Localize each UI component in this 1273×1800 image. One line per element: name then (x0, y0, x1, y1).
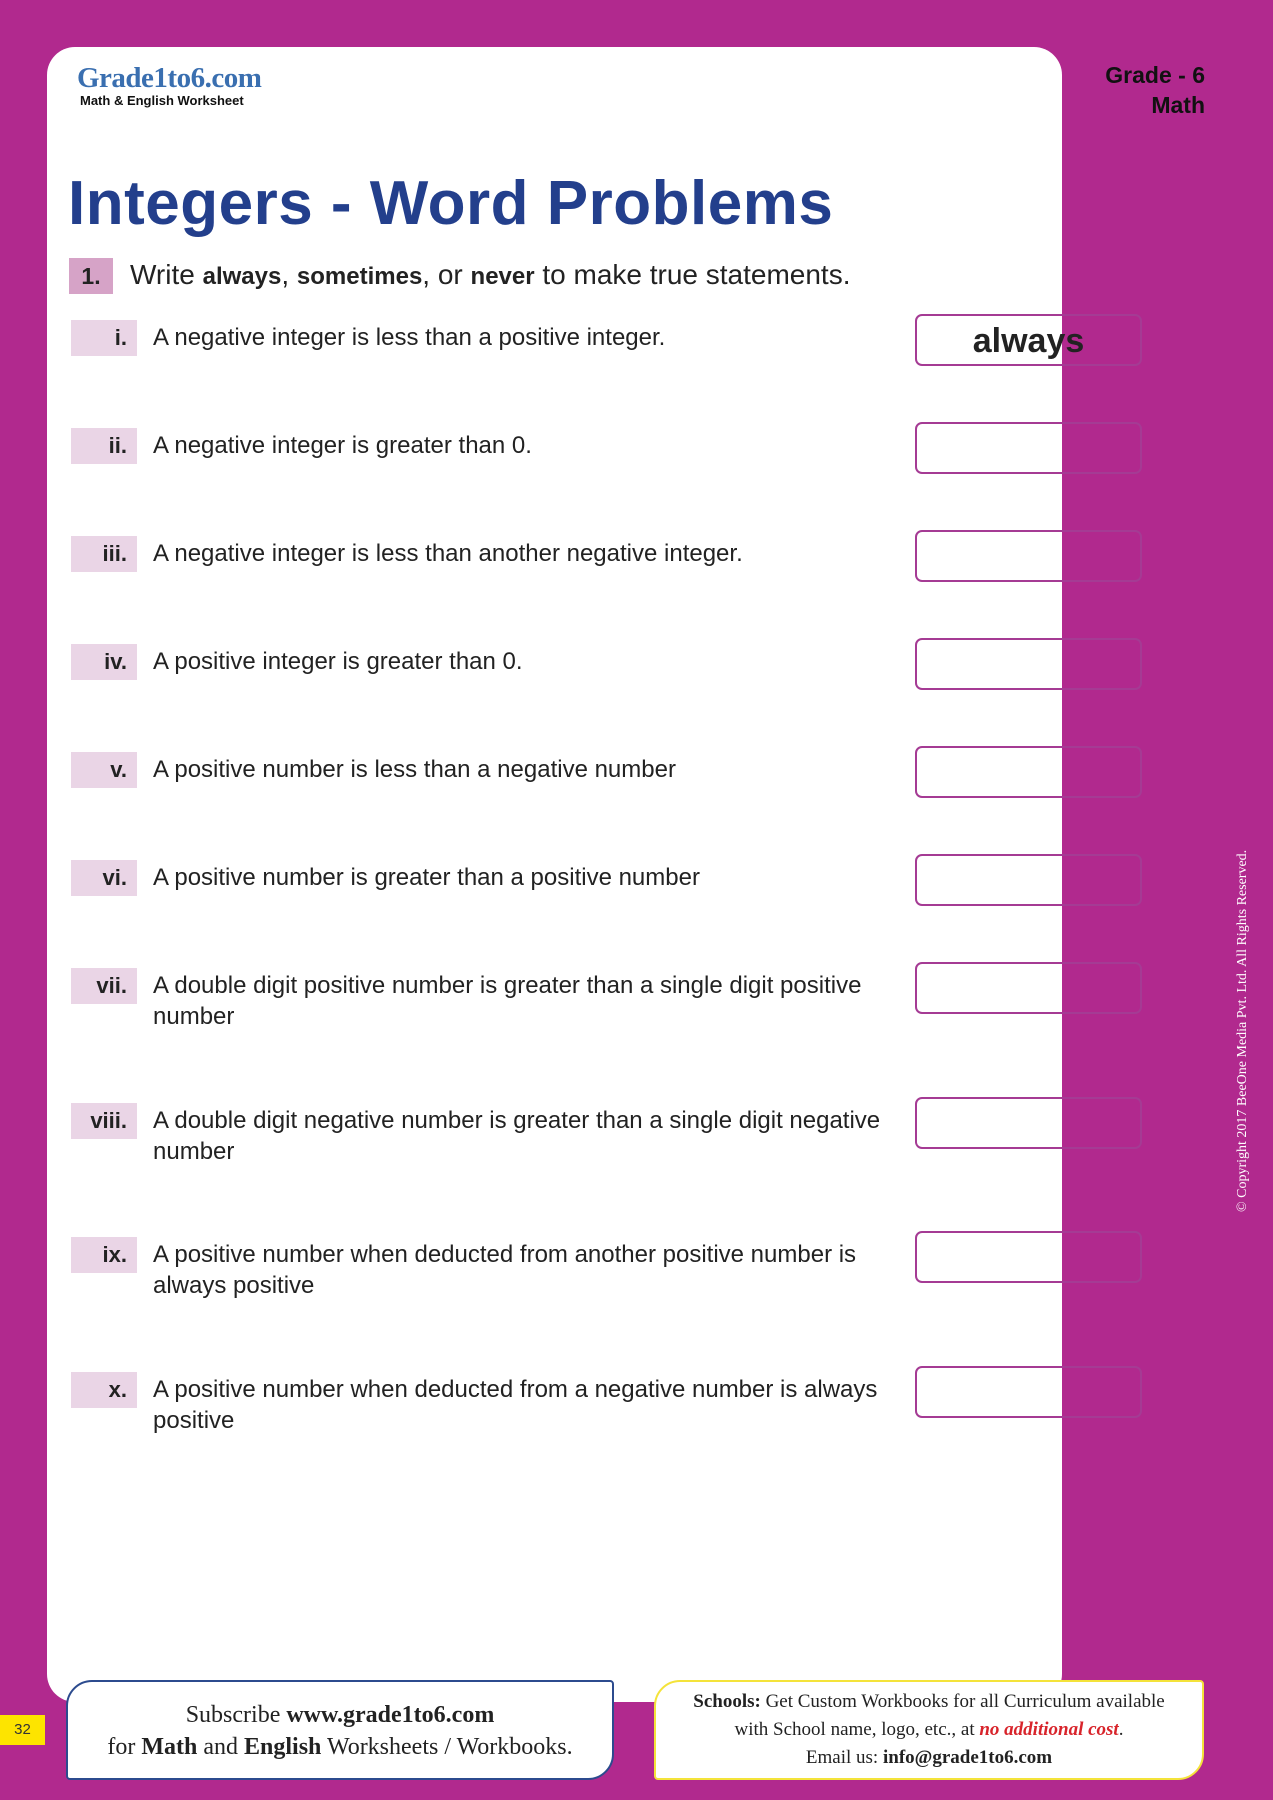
item-text: A positive number is greater than a positive number (153, 864, 700, 891)
logo-subtitle: Math & English Worksheet (80, 93, 244, 108)
item-text: A negative integer is less than another negative integer. (153, 540, 743, 567)
item-text: A double digit negative number is greater than a single digit negative number (153, 1107, 881, 1165)
instr-text: Write (130, 259, 203, 290)
item-text: A negative integer is greater than 0. (153, 432, 532, 459)
grade-info (1105, 60, 1205, 120)
email-link[interactable]: info@grade1to6.com (882, 1747, 1053, 1768)
answer-box[interactable] (915, 746, 1142, 798)
answer-box[interactable] (915, 422, 1142, 474)
answer-box[interactable] (915, 1231, 1142, 1283)
item-label: vii. (71, 968, 137, 1004)
text: . (1118, 1719, 1124, 1740)
text: for (107, 1734, 142, 1760)
grade-label: Grade - 6 (1105, 62, 1205, 88)
text: English (244, 1734, 322, 1760)
text: Worksheets / Workbooks. (321, 1734, 573, 1760)
answer-box[interactable] (915, 1097, 1142, 1149)
text: Get Custom Workbooks for all Curriculum available (760, 1691, 1165, 1712)
text: no additional cost (979, 1719, 1119, 1740)
item-label: x. (71, 1372, 137, 1408)
item-label: iii. (71, 536, 137, 572)
text: and (197, 1734, 244, 1760)
answer-box[interactable] (915, 530, 1142, 582)
answer-box[interactable] (915, 638, 1142, 690)
site-link[interactable]: www.grade1to6.com (286, 1702, 495, 1728)
item-label: iv. (71, 644, 137, 680)
item-text: A positive number is less than a negative number (153, 756, 676, 783)
word-always: always (202, 263, 282, 290)
item-label: ix. (71, 1237, 137, 1273)
logo-text: Grade1to6.com (77, 62, 262, 94)
item-label: vi. (71, 860, 137, 896)
answer-box[interactable] (915, 1366, 1142, 1418)
item-label: viii. (71, 1103, 137, 1139)
text: Subscribe (185, 1702, 287, 1728)
question-instruction (130, 255, 851, 297)
item-label: v. (71, 752, 137, 788)
schools-box (654, 1680, 1204, 1780)
answer-box[interactable] (915, 962, 1142, 1014)
question-number: 1. (69, 258, 113, 294)
instr-text: , (281, 259, 297, 290)
instr-text: to make true statements. (534, 259, 851, 290)
word-sometimes: sometimes (296, 263, 423, 290)
item-text: A double digit positive number is greater than a single digit positive number (153, 972, 862, 1030)
item-text: A positive number when deducted from another positive number is always positive (153, 1241, 857, 1299)
answer-box[interactable] (915, 854, 1142, 906)
word-never: never (470, 263, 535, 290)
text: Math (141, 1734, 198, 1760)
item-label: i. (71, 320, 137, 356)
answer-box[interactable]: always (915, 314, 1142, 366)
logo (77, 62, 261, 108)
subject-label: Math (1151, 92, 1205, 118)
item-label: ii. (71, 428, 137, 464)
subscribe-box (66, 1680, 614, 1780)
item-text: A negative integer is less than a positive integer. (153, 324, 666, 351)
text: Schools: (693, 1691, 761, 1712)
item-text: A positive integer is greater than 0. (153, 648, 523, 675)
text: Email us: (805, 1747, 883, 1768)
item-text: A positive number when deducted from a negative number is always positive (153, 1376, 878, 1434)
copyright-notice: © Copyright 2017 BeeOne Media Pvt. Ltd. All Rights Reserved. (1235, 849, 1250, 1212)
page-title: Integers - Word Problems (68, 169, 834, 238)
page-number: 32 (0, 1715, 45, 1745)
instr-text: , or (422, 259, 471, 290)
text: with School name, logo, etc., at (734, 1719, 980, 1740)
